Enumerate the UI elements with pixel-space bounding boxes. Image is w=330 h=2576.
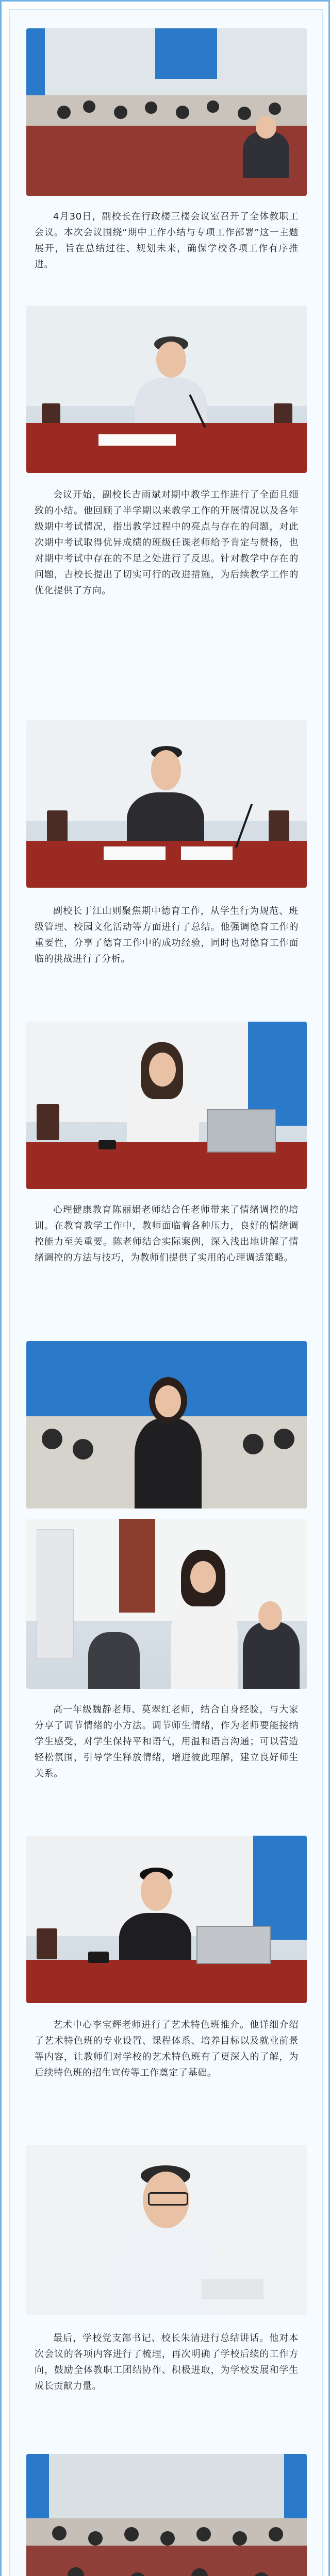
audience-photo — [26, 2454, 307, 2576]
paragraph-intro: 4月30日，副校长在行政楼三楼会议室召开了全体教职工会议。本次会议围绕“期中工作小结与专项工作部署”这一主题展开，旨在总结过往、规划未来，确保学校各项工作有序推进。 — [35, 211, 299, 270]
paragraph-closing-speech: 最后，学校党支部书记、校长朱清进行总结讲话。他对本次会议的各项内容进行了梳理，再次明确了学校后续的工作方向，鼓励全体教职工团结协作、积极进取，为学校发展和学生成长贡献力量。 — [35, 2333, 299, 2392]
paragraph-emotion-training: 心理健康教育陈丽娟老师结合任老师带来了情绪调控的培训。在教育教学工作中，教师面临着各种压力，良好的情绪调控能力至关重要。陈老师结合实际案例，深入浅出地讲解了情绪调控的方法与技巧，为教师们提供了实用的心理调适策略。 — [35, 1205, 299, 1263]
speaker-photo-4 — [26, 1341, 307, 1509]
paragraph-moral-education: 副校长丁江山则聚焦期中德育工作，从学生行为规范、班级管理、校园文化活动等方面进行了总结。他强调德育工作的重要性，分享了德育工作中的成功经验，同时也对德育工作面临的挑战进行了分析。 — [35, 906, 299, 964]
speaker-photo-3 — [26, 1022, 307, 1189]
speaker-photo-5 — [26, 1519, 307, 1689]
paragraph-teaching-summary: 会议开始，副校长吉雨斌对期中教学工作进行了全面且细致的小结。他回顾了半学期以来教学工作的开展情况以及各年级期中考试情况，指出教学过程中的亮点与存在的问题，对此次期中考试取得优异成绩的班级任课老师给予肯定与赞扬，也对期中考试中存在的不足之处进行了反思。针对教学中存在的问题，吉校长提出了切实可行的改进措施，为后续教学工作的优化提供了方向。 — [35, 489, 299, 596]
speaker-photo-7 — [26, 2145, 307, 2315]
meeting-hall-photo — [26, 28, 307, 196]
speaker-photo-2 — [26, 720, 307, 888]
paragraph-art-class: 艺术中心李宝辉老师进行了艺术特色班推介。他详细介绍了艺术特色班的专业设置、课程体系、培养目标以及就业前景等内容，让教师们对学校的艺术特色班有了更深入的了解，为后续特色班的招生宣传等工作奠定了基础。 — [35, 2020, 299, 2078]
paragraph-emotion-tips: 高一年级魏静老师、莫翠红老师，结合自身经验，与大家分享了调节情绪的小方法。调节师生情绪，作为老师要能接纳学生感受，对学生保持平和语气，用温和语言沟通；可以营造轻松氛围，引导学生释放情绪，增进彼此理解，建立良好师生关系。 — [35, 1704, 299, 1779]
speaker-photo-1 — [26, 306, 307, 473]
speaker-photo-6 — [26, 1836, 307, 2003]
